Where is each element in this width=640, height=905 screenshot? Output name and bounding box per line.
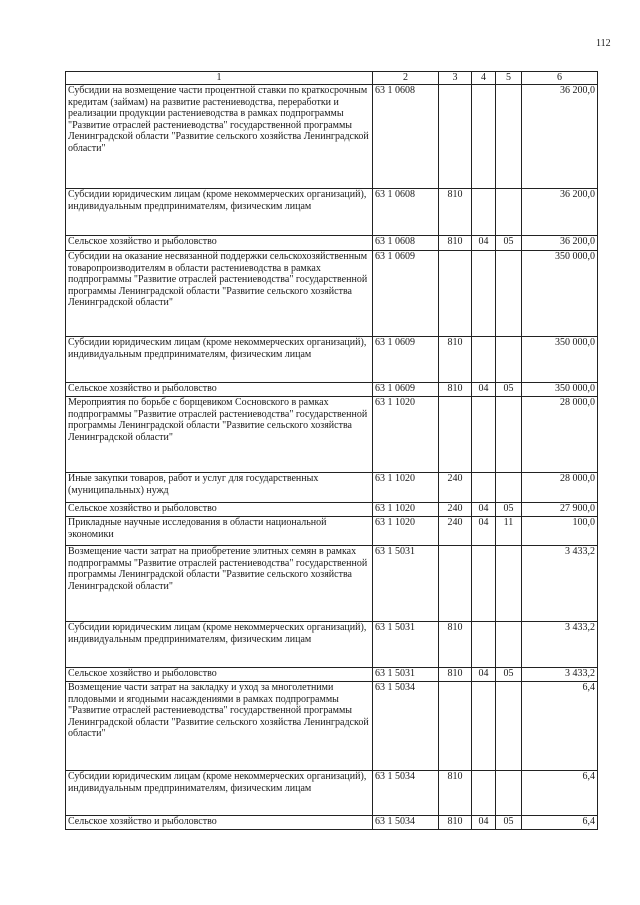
table-row — [66, 668, 598, 682]
item-name: Сельское хозяйство и рыболовство — [66, 236, 373, 251]
column-header: 4 — [472, 72, 496, 85]
target-code: 63 1 0609 — [373, 337, 439, 383]
expense-type: 810 — [439, 771, 472, 816]
table-row — [66, 546, 598, 622]
expense-type: 240 — [439, 517, 472, 546]
table-row — [66, 682, 598, 771]
amount: 350 000,0 — [522, 337, 598, 383]
section — [472, 337, 496, 383]
item-name: Субсидии юридическим лицам (кроме некоммерческих организаций), индивидуальным предпринимателям, физическим лицам — [66, 337, 373, 383]
item-name: Субсидии на оказание несвязанной поддержки сельскохозяйственным товаропроизводителям в области растениеводства в рамках подпрограммы "Развитие отраслей растениеводства" государственной программы Ленинградской области "Развитие сельского хозяйства Ленинградской области" — [66, 251, 373, 337]
item-name: Иные закупки товаров, работ и услуг для государственных (муниципальных) нужд — [66, 473, 373, 503]
amount: 3 433,2 — [522, 668, 598, 682]
budget-table — [65, 71, 598, 830]
target-code: 63 1 5031 — [373, 668, 439, 682]
expense-type — [439, 397, 472, 473]
subsection: 05 — [496, 816, 522, 830]
amount: 28 000,0 — [522, 473, 598, 503]
table-row — [66, 397, 598, 473]
section: 04 — [472, 503, 496, 517]
target-code: 63 1 5034 — [373, 682, 439, 771]
section — [472, 771, 496, 816]
item-name: Субсидии юридическим лицам (кроме некоммерческих организаций), индивидуальным предпринимателям, физическим лицам — [66, 622, 373, 668]
target-code: 63 1 0608 — [373, 189, 439, 236]
item-name: Сельское хозяйство и рыболовство — [66, 668, 373, 682]
column-header: 6 — [522, 72, 598, 85]
expense-type — [439, 682, 472, 771]
amount: 36 200,0 — [522, 189, 598, 236]
item-name: Субсидии юридическим лицам (кроме некоммерческих организаций), индивидуальным предпринимателям, физическим лицам — [66, 189, 373, 236]
section — [472, 546, 496, 622]
expense-type: 810 — [439, 236, 472, 251]
expense-type: 810 — [439, 337, 472, 383]
section: 04 — [472, 383, 496, 397]
subsection — [496, 85, 522, 189]
target-code: 63 1 1020 — [373, 517, 439, 546]
table-row — [66, 622, 598, 668]
section — [472, 189, 496, 236]
expense-type — [439, 85, 472, 189]
subsection — [496, 337, 522, 383]
amount: 36 200,0 — [522, 85, 598, 189]
expense-type: 810 — [439, 668, 472, 682]
table-row — [66, 189, 598, 236]
subsection — [496, 397, 522, 473]
amount: 6,4 — [522, 682, 598, 771]
table-row — [66, 816, 598, 830]
item-name: Сельское хозяйство и рыболовство — [66, 383, 373, 397]
amount: 6,4 — [522, 771, 598, 816]
table-row — [66, 85, 598, 189]
column-header: 3 — [439, 72, 472, 85]
subsection — [496, 473, 522, 503]
item-name: Прикладные научные исследования в области национальной экономики — [66, 517, 373, 546]
amount: 350 000,0 — [522, 251, 598, 337]
item-name: Мероприятия по борьбе с борщевиком Сосновского в рамках подпрограммы "Развитие отраслей растениеводства" государственной программы Ленинградской области "Развитие сельского хозяйства Ленинградской области" — [66, 397, 373, 473]
item-name: Сельское хозяйство и рыболовство — [66, 503, 373, 517]
subsection — [496, 546, 522, 622]
amount: 350 000,0 — [522, 383, 598, 397]
target-code: 63 1 5034 — [373, 771, 439, 816]
expense-type: 810 — [439, 189, 472, 236]
subsection — [496, 682, 522, 771]
target-code: 63 1 0608 — [373, 236, 439, 251]
section — [472, 622, 496, 668]
item-name: Возмещение части затрат на приобретение элитных семян в рамках подпрограммы "Развитие отраслей растениеводства" государственной программы Ленинградской области "Развитие сельского хозяйства Ленинградской области" — [66, 546, 373, 622]
section: 04 — [472, 236, 496, 251]
table-row — [66, 337, 598, 383]
expense-type: 810 — [439, 816, 472, 830]
table-row — [66, 771, 598, 816]
expense-type: 240 — [439, 473, 472, 503]
target-code: 63 1 1020 — [373, 397, 439, 473]
expense-type: 810 — [439, 622, 472, 668]
expense-type: 240 — [439, 503, 472, 517]
subsection — [496, 771, 522, 816]
amount: 3 433,2 — [522, 546, 598, 622]
amount: 100,0 — [522, 517, 598, 546]
section: 04 — [472, 816, 496, 830]
subsection: 05 — [496, 503, 522, 517]
table-header-row — [66, 72, 598, 85]
subsection: 05 — [496, 236, 522, 251]
table-row — [66, 383, 598, 397]
amount: 27 900,0 — [522, 503, 598, 517]
target-code: 63 1 1020 — [373, 503, 439, 517]
amount: 28 000,0 — [522, 397, 598, 473]
subsection — [496, 251, 522, 337]
target-code: 63 1 1020 — [373, 473, 439, 503]
table-row — [66, 517, 598, 546]
item-name: Субсидии на возмещение части процентной ставки по краткосрочным кредитам (займам) на развитие растениеводства, переработки и реализации продукции растениеводства в рамках подпрограммы "Развитие отраслей растениеводства" государственной программы Ленинградской области "Развитие сельского хозяйства Ленинградской области" — [66, 85, 373, 189]
section — [472, 473, 496, 503]
expense-type: 810 — [439, 383, 472, 397]
target-code: 63 1 5031 — [373, 622, 439, 668]
subsection: 11 — [496, 517, 522, 546]
target-code: 63 1 0609 — [373, 383, 439, 397]
column-header: 5 — [496, 72, 522, 85]
table-row — [66, 251, 598, 337]
table-row — [66, 236, 598, 251]
amount: 3 433,2 — [522, 622, 598, 668]
subsection: 05 — [496, 668, 522, 682]
expense-type — [439, 251, 472, 337]
expense-type — [439, 546, 472, 622]
item-name: Возмещение части затрат на закладку и уход за многолетними плодовыми и ягодными насаждениями в рамках подпрограммы "Развитие отраслей растениеводства" государственной программы Ленинградской области "Развитие сельского хозяйства Ленинградской области" — [66, 682, 373, 771]
table-row — [66, 503, 598, 517]
target-code: 63 1 5034 — [373, 816, 439, 830]
target-code: 63 1 5031 — [373, 546, 439, 622]
section: 04 — [472, 668, 496, 682]
subsection — [496, 622, 522, 668]
item-name: Сельское хозяйство и рыболовство — [66, 816, 373, 830]
subsection: 05 — [496, 383, 522, 397]
section — [472, 85, 496, 189]
section — [472, 397, 496, 473]
page-number: 112 — [596, 38, 611, 49]
table-row — [66, 473, 598, 503]
target-code: 63 1 0608 — [373, 85, 439, 189]
section: 04 — [472, 517, 496, 546]
section — [472, 682, 496, 771]
column-header: 2 — [373, 72, 439, 85]
item-name: Субсидии юридическим лицам (кроме некоммерческих организаций), индивидуальным предпринимателям, физическим лицам — [66, 771, 373, 816]
subsection — [496, 189, 522, 236]
section — [472, 251, 496, 337]
column-header: 1 — [66, 72, 373, 85]
amount: 36 200,0 — [522, 236, 598, 251]
amount: 6,4 — [522, 816, 598, 830]
target-code: 63 1 0609 — [373, 251, 439, 337]
